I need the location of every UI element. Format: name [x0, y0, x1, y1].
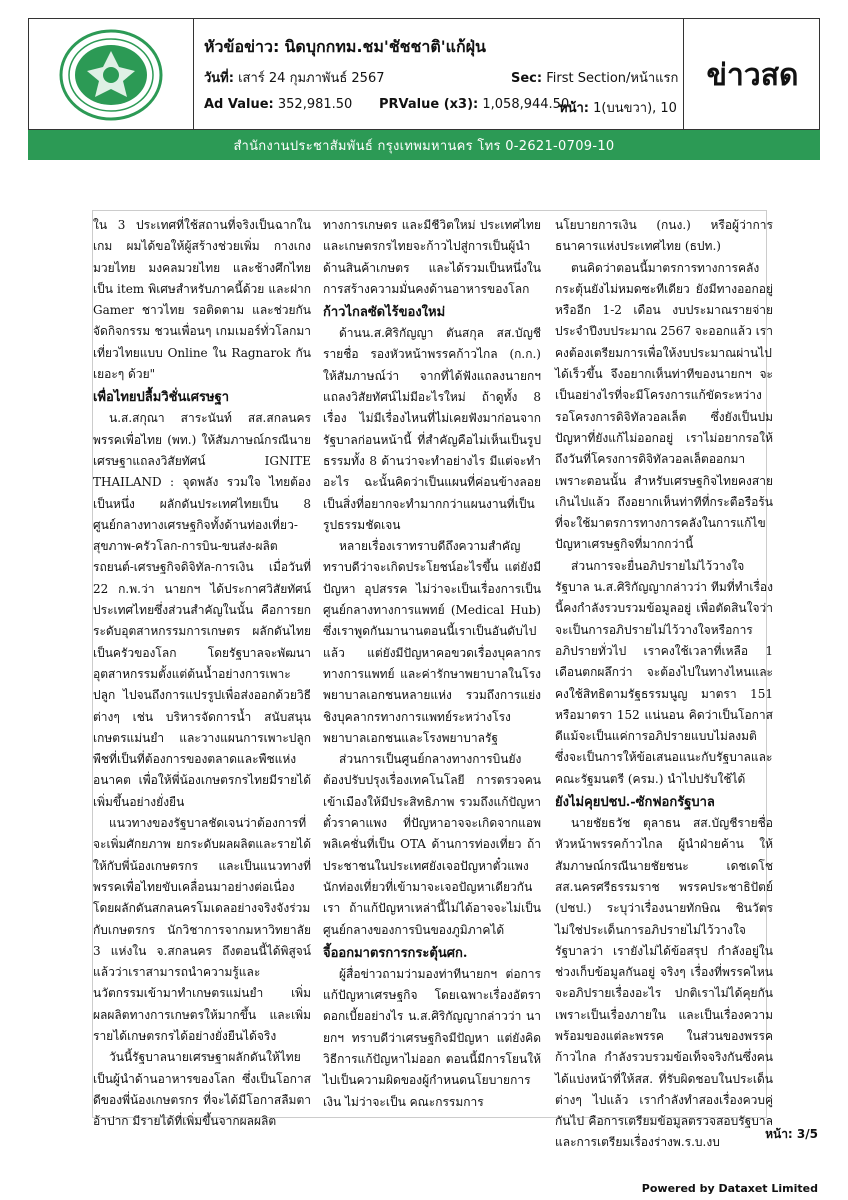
article-subheading: ยังไม่คุยปชป.-ซักฟอกรัฐบาล	[555, 795, 715, 811]
ad-value-row	[204, 97, 352, 112]
article-paragraph: ตนคิดว่าตอนนี้มาตรการทางการคลังกระตุ้นยังไม่หมดซะทีเดียว ยังมีทางออกอยู่ หรืออีก 1-2 เดือน งบประมาณรายจ่ายประจำปีงบประมาณ 2567 จะออกแล้ว เราคงต้องเตรียมการเพื่อให้งบประมาณผ่านไปได้เร็วขึ้น จึงอยากเห็นท่าทีของนายกฯ จะเป็นอย่างไรที่จะมีโครงการแก้ขัดระหว่างรอโครงการดิจิทัลวอลเล็ต ซึ่งยังเป็นปมปัญหาที่ยังแก้ไม่ออกอยู่ เราไม่อยากรอให้ถึงวันที่โครงการดิจิทัลวอลเล็ตออกมา เพราะตอนนั้น สำหรับเศรษฐกิจไทยคงสายเกินไปแล้ว ถึงอยากเห็นท่าทีที่กระตือรือร้น ที่จะใช้มาตรการทางการคลังในการแก้ไขปัญหาเศรษฐกิจที่มากกว่านี้	[555, 260, 773, 552]
page-label: หน้า:	[559, 101, 589, 116]
article-subheading: จี้ออกมาตรการกระตุ้นศก.	[323, 945, 468, 961]
ad-value: 352,981.50	[277, 97, 353, 112]
date-value: เสาร์ 24 กุมภาพันธ์ 2567	[238, 71, 385, 86]
header-box	[28, 18, 820, 130]
publication-name: ข่าวสด	[706, 57, 799, 93]
article-paragraph: ทางการเกษตร และมีชีวิตใหม่ ประเทศไทยและเกษตรกรไทยจะก้าวไปสู่การเป็นผู้นำด้านสินค้าเกษตร และได้รวมเป็นหนึ่งในการสร้างความมั่นคงด้านอาหารของโลก	[323, 218, 541, 296]
page-row	[559, 97, 677, 118]
article-column-3	[555, 215, 773, 1154]
article-paragraph: นายชัยธวัช ตุลาธน สส.บัญชีรายชื่อ หัวหน้าพรรคก้าวไกล ผู้นำฝ่ายค้าน ให้สัมภาษณ์กรณีนายชัยชนะ เดชเดโช สส.นครศรีธรรมราช พรรคประชาธิปัตย์ (ปชป.) ระบุว่าเรื่องนายทักษิณ ชินวัตร ไม่ใช่ประเด็นการอภิปรายไม่ไว้วางใจรัฐบาลว่า เรายังไม่ได้ข้อสรุป กำลังอยู่ในช่วงเก็บข้อมูลกันอยู่ จริงๆ เรื่องที่พรรคไหนจะอภิปรายเรื่องอะไร ปกติเราไม่ได้คุยกันเพราะเป็นเรื่องภายใน และเป็นเรื่องความพร้อมของแต่ละพรรค ในส่วนของพรรคก้าวไกล กำลังรวบรวมข้อเท็จจริงกันซึ่งคนได้แบ่งหน้าที่ให้สส. ที่รับผิดชอบในประเด็นต่างๆ ไปแล้ว เรากำลังทำสองเรื่องควบคู่กันไป คือการเตรียมข้อมูลตรวจสอบรัฐบาล และการเตรียมเรื่องร่างพ.ร.บ.งบ	[555, 816, 773, 1150]
article-paragraph: นโยบายการเงิน (กนง.) หรือผู้ว่าการธนาคารแห่งประเทศไทย (ธปท.)	[555, 218, 773, 254]
powered-by: Powered by Dataxet Limited	[641, 1182, 818, 1195]
article-paragraph: หลายเรื่องเราทราบดีถึงความสำคัญ ทราบดีว่าจะเกิดประโยชน์อะไรขึ้น แต่ยังมีปัญหา อุปสรรค ไม่ว่าจะเป็นเรื่องการเป็นศูนย์กลางทางการแพทย์ (Medical Hub) ซึ่งเราพูดกันมานานตอนนี้เราเป็นอันดับไปแล้ว แต่ยังมีปัญหาคอขวดเรื่องบุคลากรทางการแพทย์ และค่ารักษาพยาบาลในโรงพยาบาลเอกชนหลายแห่ง รวมถึงการแย่งชิงบุคลากรทางการแพทย์ระหว่างโรงพยาบาลเอกชนและโรงพยาบาลรัฐ	[323, 539, 541, 745]
article-paragraph: ส่วนการจะยื่นอภิปรายไม่ไว้วางใจรัฐบาล น.ส.ศิริกัญญากล่าวว่า ทีมที่ทำเรื่องนี้คงกำลังรวบรวมข้อมูลอยู่ เพื่อตัดสินใจว่าจะเป็นการอภิปรายไม่ไว้วางใจหรือการอภิปรายทั่วไป เราคงใช้เวลาที่เหลือ 1 เดือนตกผลึกว่า จะต้องไปในทางไหนและคงใช้สิทธิตามรัฐธรรมนูญ มาตรา 151 หรือมาตรา 152 แน่นอน คิดว่าเป็นโอกาสดีแม้จะเป็นแค่การอภิปรายแบบไม่ลงมติ ซึ่งจะเป็นการให้ข้อเสนอแนะกับรัฐบาลและคณะรัฐมนตรี (ครม.) นำไปปรับใช้ได้	[555, 558, 773, 786]
headline: นิดบุกกทม.ชม'ชัชชาติ'แก้ฝุ่น	[284, 37, 486, 56]
article-clipping	[92, 210, 773, 1150]
headline-label: หัวข้อข่าว:	[204, 37, 280, 56]
pr-value: 1,058,944.50	[482, 97, 570, 112]
section-value: First Section/หน้าแรก	[546, 71, 679, 86]
article-column-1	[93, 215, 311, 1132]
header-info	[194, 19, 684, 131]
contact-banner: สำนักงานประชาสัมพันธ์ กรุงเทพมหานคร โทร 0-2621-0709-10	[28, 130, 820, 160]
article-paragraph: ด้านน.ส.ศิริกัญญา ตันสกุล สส.บัญชีรายชื่อ รองหัวหน้าพรรคก้าวไกล (ก.ก.) ให้สัมภาษณ์ว่า จากที่ได้ฟังแถลงนายกฯ แถลงวิสัยทัศน์ไม่มีอะไรใหม่ ถ้าดูทั้ง 8 เรื่อง ไม่มีเรื่องไหนที่ไม่เคยฟังมาก่อนจากรัฐบาลก่อนหน้านี้ ที่สำคัญคือไม่เห็นเป็นรูปธรรมทั้ง 8 ด้านว่าจะทำอย่างไร มีแต่จะทำอะไร ฉะนั้นคิดว่าเป็นแผนที่ค่อนข้างลอย เป็นสิ่งที่อยากจะทำมากกว่าแผนงานที่เป็นรูปธรรมชัดเจน	[323, 326, 541, 532]
bma-seal-icon	[53, 27, 169, 123]
section-row	[511, 67, 678, 88]
article-subheading: เพื่อไทยปลื้มวิชั่นเศรษฐา	[93, 390, 230, 406]
ad-value-label: Ad Value:	[204, 97, 274, 112]
date-label: วันที่:	[204, 71, 234, 86]
date-row	[204, 67, 385, 88]
article-paragraph: ผู้สื่อข่าวถามว่ามองท่าทีนายกฯ ต่อการแก้ปัญหาเศรษฐกิจ โดยเฉพาะเรื่องอัตราดอกเบี้ยอย่างไร น.ส.ศิริกัญญากล่าวว่า นายกฯ ทราบดีว่าเศรษฐกิจมีปัญหา แต่ยังคิดวิธีการแก้ปัญหาไม่ออก ตอนนี้มีการโยนให้ไปเป็นความผิดของผู้กำหนดนโยบายการเงิน ไม่ว่าจะเป็น คณะกรรมการ	[323, 966, 541, 1109]
article-column-2	[323, 215, 541, 1113]
section-label: Sec:	[511, 71, 543, 86]
article-paragraph: ส่วนการเป็นศูนย์กลางทางการบินยังต้องปรับปรุงเรื่องเทคโนโลยี การตรวจคนเข้าเมืองให้มีประสิทธิภาพ รวมถึงแก้ปัญหาตั๋วราคาแพง ที่ปัญหาอาจจะเกิดจากแอพพลิเคชั่นที่เป็น OTA ด้านการท่องเที่ยว ถ้าประชาชนในประเทศยังเจอปัญหาตั๋วแพง นักท่องเที่ยวที่เข้ามาจะเจอปัญหาเดียวกันเรา ถ้าแก้ปัญหาเหล่านี้ไม่ได้อาจจะไม่เป็นศูนย์กลางของการบินของภูมิภาคได้	[323, 752, 541, 937]
article-paragraph: แนวทางของรัฐบาลชัดเจนว่าต้องการที่จะเพิ่มศักยภาพ ยกระดับผลผลิตและรายได้ให้กับพี่น้องเกษตรกร และเป็นแนวทางที่พรรคเพื่อไทยขับเคลื่อนมาอย่างต่อเนื่อง โดยผลักดันสกลนครโมเดลอย่างจริงจังร่วมกับเกษตรกร นักวิชาการจากมหาวิทยาลัย 3 แห่งใน จ.สกลนคร ถึงตอนนี้ได้พิสูจน์แล้วว่าเราสามารถนำความรู้และนวัตกรรมเข้ามาทำเกษตรแม่นยำ เพิ่มผลผลิตทางการเกษตรให้มากขึ้น และเพิ่มรายได้เกษตรกรได้อย่างยั่งยืนได้จริง	[93, 816, 311, 1043]
headline-row	[204, 35, 486, 60]
article-paragraph: วันนี้รัฐบาลนายเศรษฐาผลักดันให้ไทยเป็นผู้นำด้านอาหารของโลก ซึ่งเป็นโอกาสดีของพี่น้องเกษตรกร ที่จะได้มีโอกาสลืมตาอ้าปาก มีรายได้ที่เพิ่มขึ้นจากผลผลิต	[93, 1050, 311, 1129]
page-value: 1(บนขวา), 10	[593, 101, 677, 116]
pr-value-label: PRValue (x3):	[379, 97, 479, 112]
pr-value-row	[379, 97, 569, 112]
article-paragraph: น.ส.สกุณา สาระนันท์ สส.สกลนคร พรรคเพื่อไทย (พท.) ให้สัมภาษณ์กรณีนายเศรษฐาแถลงวิสัยทัศน์ IGNITE THAILAND : จุดพลัง รวมใจ ไทยต้องเป็นหนึ่ง ผลักดันประเทศไทยเป็น 8 ศูนย์กลางทางเศรษฐกิจทั้งด้านท่องเที่ยว-สุขภาพ-ครัวโลก-การบิน-ขนส่ง-ผลิตรถยนต์-เศรษฐกิจดิจิทัล-การเงิน เมื่อวันที่ 22 ก.พ.ว่า นายกฯ ได้ประกาศวิสัยทัศน์ประเทศไทยซึ่งส่วนสำคัญในนั้น คือการยกระดับอุตสาหกรรมการเกษตร ผลักดันไทยเป็นครัวของโลก โดยรัฐบาลจะพัฒนาอุตสาหกรรมตั้งแต่ต้นน้ำอย่างการเพาะปลูก ไปจนถึงการแปรรูปเพื่อส่งออกด้วยวิธีต่างๆ เช่น บริหารจัดการน้ำ สนับสนุนเกษตรแม่นยำ และวางแผนการเพาะปลูกพืชที่เป็นที่ต้องการของตลาดและพืชแห่งอนาคต เพื่อให้พี่น้องเกษตรกรไทยมีรายได้เพิ่มขึ้นอย่างยั่งยืน	[93, 411, 311, 809]
article-subheading: ก้าวไกลซัดไร้ของใหม่	[323, 305, 446, 321]
page-number: หน้า: 3/5	[765, 1127, 818, 1141]
bma-logo	[29, 19, 194, 131]
article-paragraph: ใน 3 ประเทศที่ใช้สถานที่จริงเป็นฉากในเกม ผมได้ขอให้ผู้สร้างช่วยเพิ่ม กางเกงมวยไทย มงคลมวยไทย และช้างศึกไทยเป็น item พิเศษสำหรับภาคนี้ด้วย และฝาก Gamer ชาวไทย รอติดตาม และช่วยกันจัดกิจกรรม ชวนเพื่อนๆ เกมเมอร์ทั่วโลกมาเที่ยวไทยแบบ Online ใน Ragnarok กันเยอะๆ ด้วย"	[93, 218, 311, 382]
